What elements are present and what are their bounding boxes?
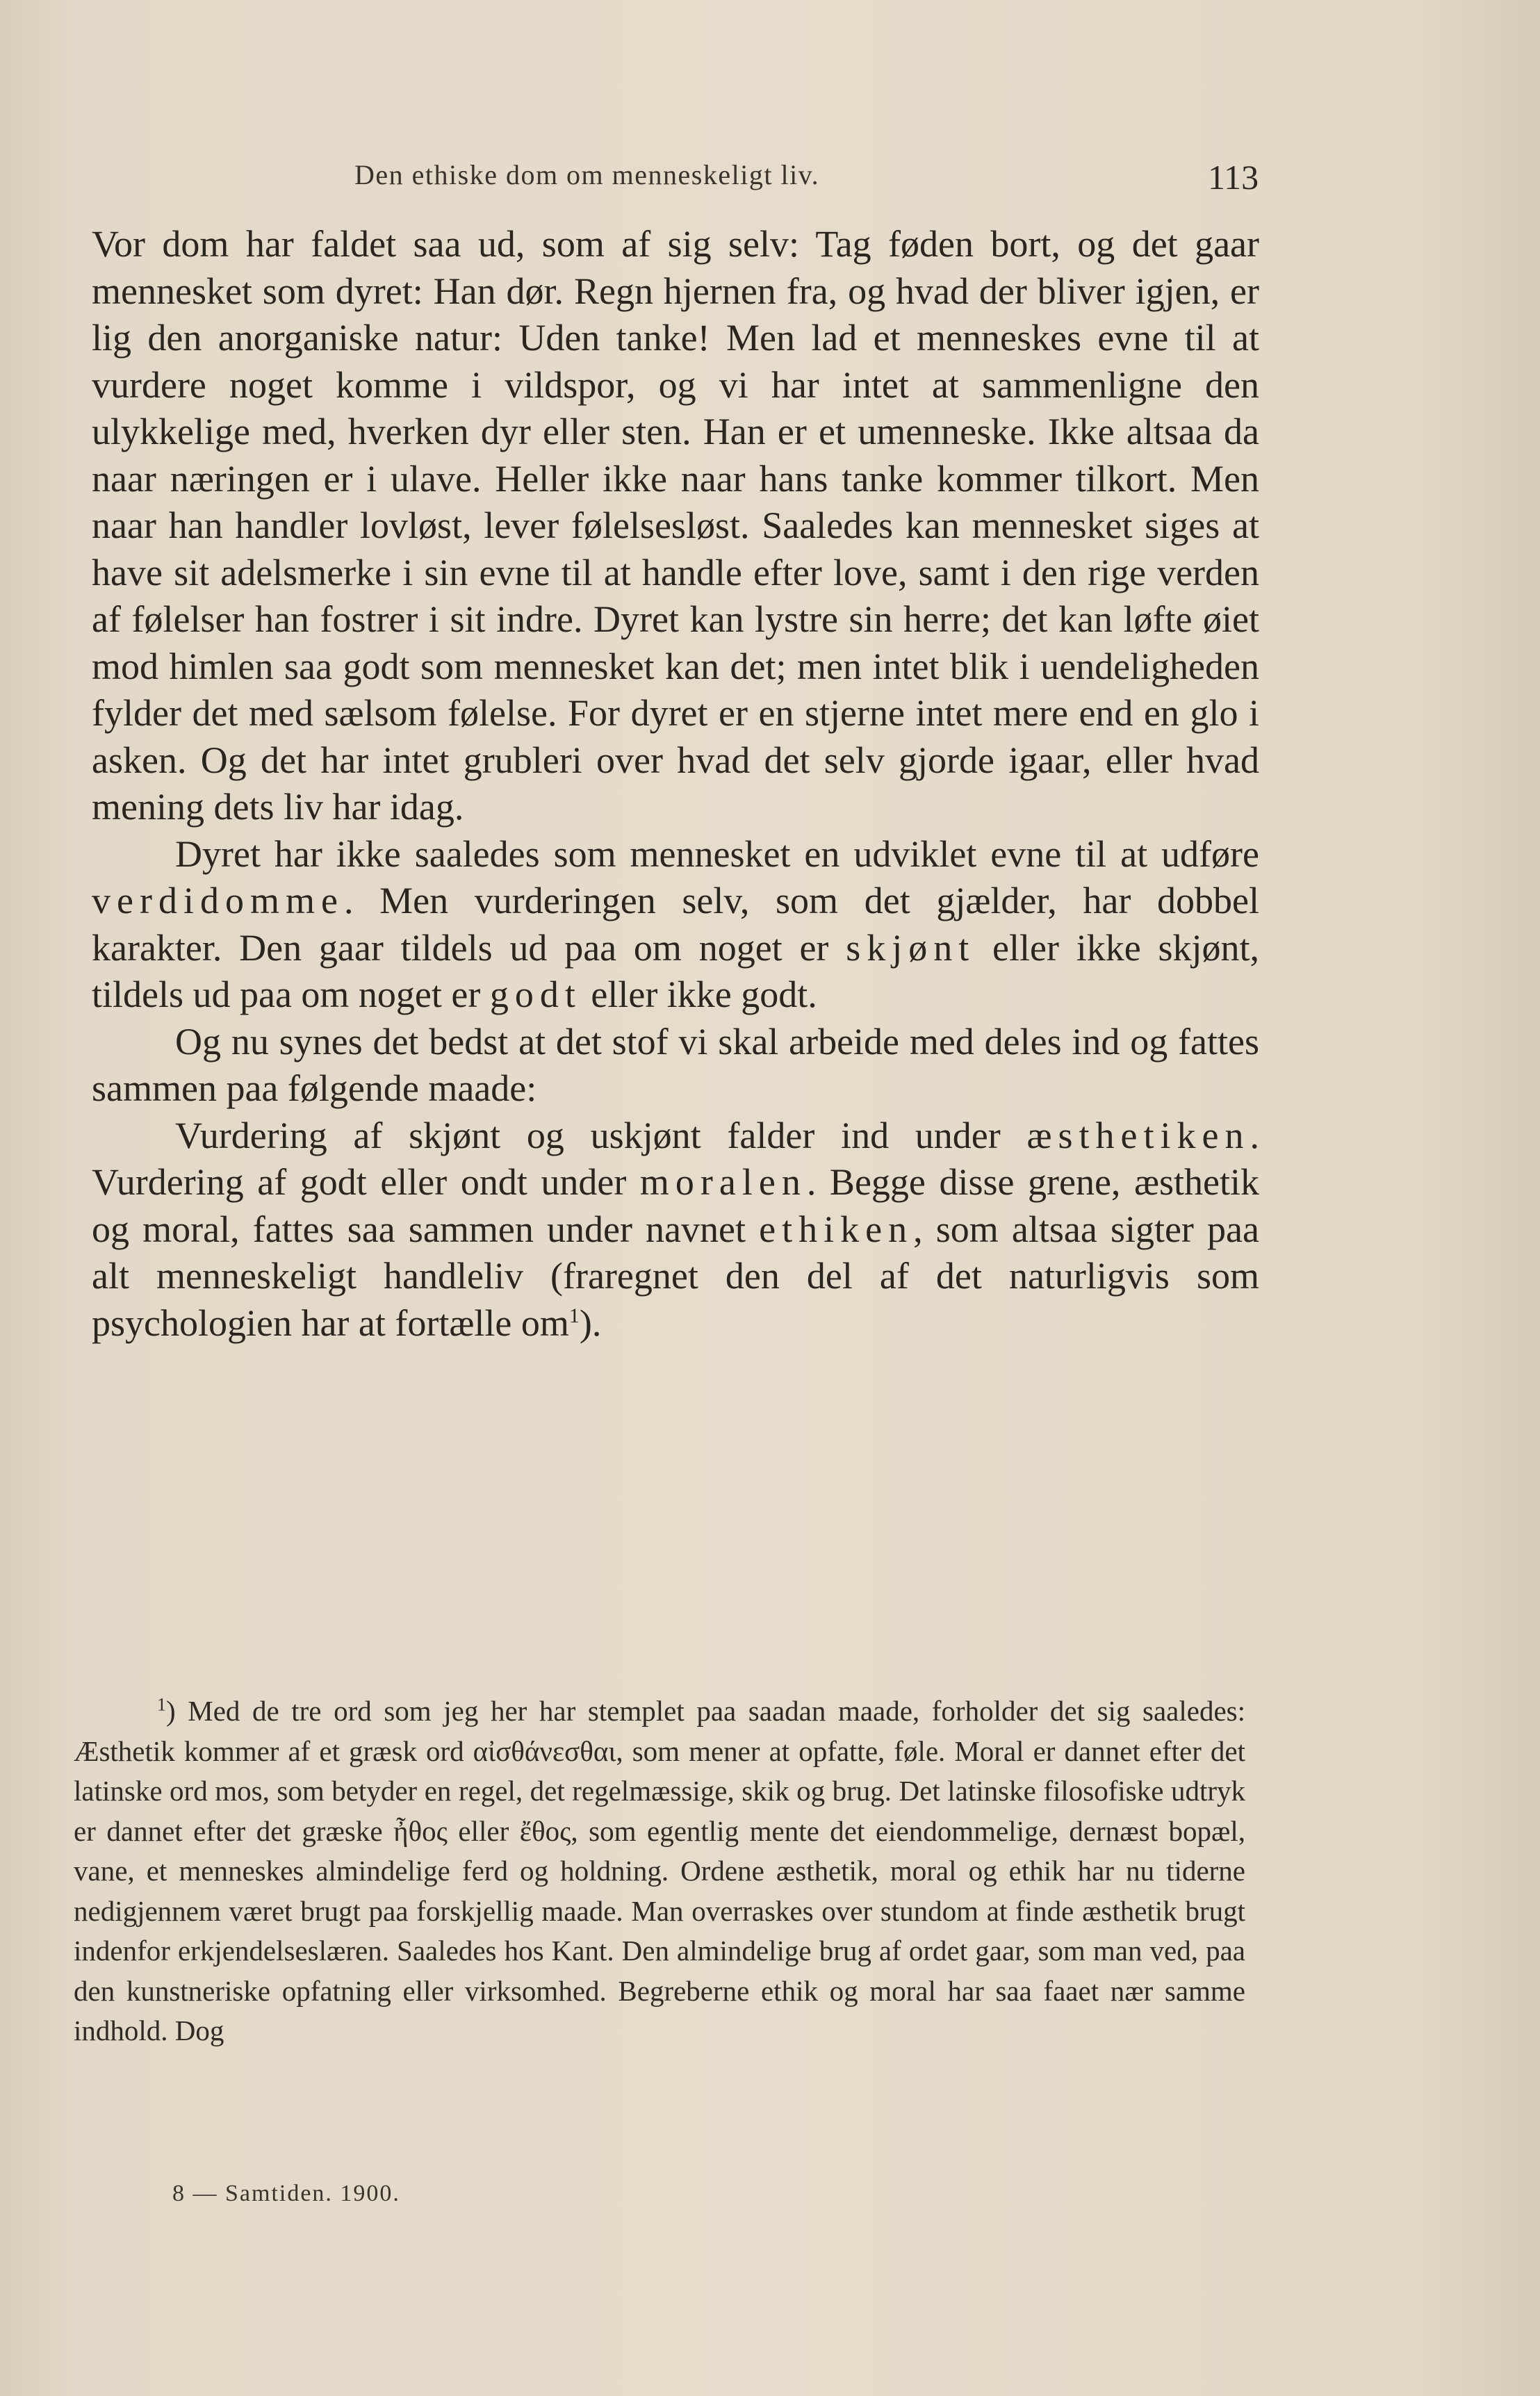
text-run: . Begge disse grene, æsthetik og moral, fattes saa sammen under navnet: [92, 1161, 1259, 1250]
signature-line: 8 — Samtiden. 1900.: [172, 2181, 400, 2206]
text-run: eller ikke godt.: [591, 974, 817, 1015]
paragraph-3: Og nu synes det bedst at det stof vi skal arbeide med deles ind og fattes sammen paa følgende maade:: [92, 1020, 1259, 1109]
text-run: . Men vurderingen selv, som det gjælder, har dobbel karakter. Den gaar tildels ud paa om noget er: [92, 880, 1259, 969]
running-header: Den ethiske dom om menneskeligt liv.: [354, 159, 820, 190]
footnote-reference: 1: [568, 1304, 580, 1327]
page-number: 113: [1208, 158, 1259, 197]
footnote-marker: 1: [157, 1694, 166, 1715]
text-run: eller ikke skjønt, tildels ud paa om noget er: [92, 926, 1260, 1015]
footnote-text: ) Med de tre ord som jeg her har stemplet paa saadan maade, forholder det sig saaledes: Æsthetik kommer af et græsk ord αἰσθάνεσθαι, som mener at opfatte, føle. Moral er dannet efter det latinske ord mos, som betyder en regel, det regelmæssige, skik og brug. Det latinske filosofiske udtryk er dannet efter det græske ἦθος eller ἔθος, som egentlig mente det eiendommelige, dernæst bopæl, vane, et menneskes almindelige ferd og holdning. Ordene æsthetik, moral og ethik har nu tiderne nedigjennem været brugt paa forskjellig maade. Man overraskes over stundom at finde æsthetik brugt indenfor erkjendelseslæren. Saaledes hos Kant. Den almindelige brug af ordet gaar, som man ved, paa den kunstneriske opfatning eller virksomhed. Begreberne ethik og moral har saa faaet nær samme indhold. Dog: [74, 1695, 1245, 2046]
spaced-term-godt: godt: [489, 974, 582, 1015]
main-text: [92, 221, 1259, 1347]
text-run: . Vurdering af godt eller ondt under: [92, 1114, 1259, 1203]
paragraph-2: [92, 831, 1259, 1019]
text-run: , som altsaa sigter paa alt menneskeligt handleliv (fraregnet den del af det naturligvis som psychologien har at fortælle om: [92, 1208, 1259, 1344]
paragraph-4: [92, 1113, 1259, 1347]
spaced-term-moralen: moralen: [639, 1161, 807, 1203]
spaced-term-skjont: skjønt: [846, 926, 976, 969]
spaced-term-verdidomme: verdidomme: [92, 880, 344, 921]
paragraph-1: Vor dom har faldet saa ud, som af sig selv: Tag føden bort, og det gaar mennesket som dyret: Han dør. Regn hjernen fra, og hvad der bliver igjen, er lig den anorganiske natur: Uden tanke! Men lad et menneskes evne til at vurdere noget komme i vildspor, og vi har intet at sammenligne den ulykkelige med, hverken dyr eller sten. Han er et umenneske. Ikke altsaa da naar næringen er i ulave. Heller ikke naar hans tanke kommer tilkort. Men naar han handler lovløst, lever følelsesløst. Saaledes kan mennesket siges at have sit adelsmerke i sin evne til at handle efter love, samt i den rige verden af følelser han fostrer i sit indre. Dyret kan lystre sin herre; det kan løfte øiet mod himlen saa godt som mennesket kan det; men intet blik i uendeligheden fylder det med sælsom følelse. For dyret er en stjerne intet mere end en glo i asken. Og det har intet grubleri over hvad det selv gjorde igaar, eller hvad mening dets liv har idag.: [92, 223, 1259, 828]
footnote: [74, 1691, 1245, 2051]
spaced-term-aesthetiken: æsthetiken: [1026, 1114, 1250, 1156]
text-run: Vurdering af skjønt og uskjønt falder ind under: [175, 1114, 1001, 1156]
spaced-term-ethiken: ethiken: [759, 1208, 914, 1250]
footnote-paragraph: [74, 1691, 1245, 2051]
text-run: ).: [579, 1302, 602, 1344]
text-run: Dyret har ikke saaledes som mennesket en udviklet evne til at udføre: [175, 832, 1259, 875]
